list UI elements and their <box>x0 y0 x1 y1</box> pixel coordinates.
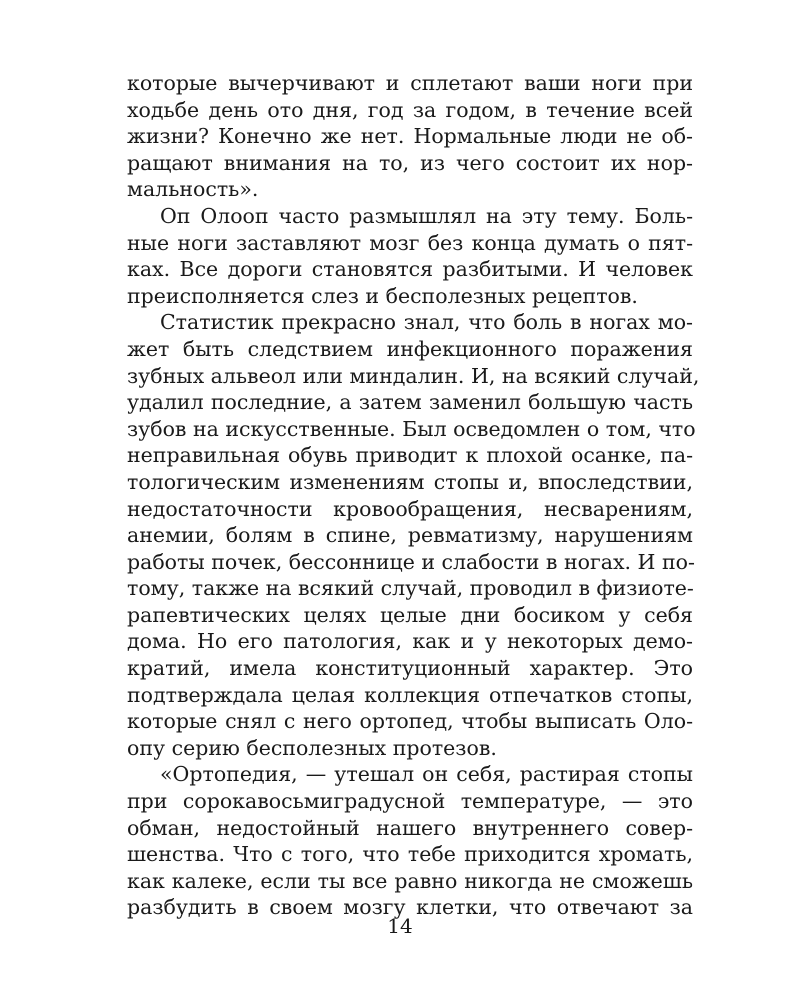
text-line: мальность». <box>127 177 259 202</box>
text-line: зубов на искусственные. Был осведомлен о том, что <box>127 416 696 441</box>
text-line: как калеке, если ты все равно никогда не сможешь <box>127 868 693 893</box>
paragraph-1 <box>127 70 693 203</box>
text-line: ные ноги заставляют мозг без конца думать о пят- <box>127 230 693 255</box>
page-number: 14 <box>387 914 413 938</box>
text-line: жет быть следствием инфекционного поражения <box>127 336 693 361</box>
text-line: недостаточности кровообращения, несварениям, <box>127 496 693 521</box>
text-line: ках. Все дороги становятся разбитыми. И человек <box>127 257 693 282</box>
text-line: анемии, болям в спине, ревматизму, нарушениям <box>127 523 693 548</box>
text-line: ращают внимания на то, из чего состоит их нор- <box>127 150 693 175</box>
text-line: рапевтических целях целые дни босиком у себя <box>127 602 693 627</box>
paragraph-2 <box>127 203 693 309</box>
text-line: шенства. Что с того, что тебе приходится хромать, <box>127 842 693 867</box>
text-line: Оп Олооп часто размышлял на эту тему. Боль- <box>160 203 693 228</box>
text-line: преисполняется слез и бесполезных рецептов. <box>127 283 638 308</box>
text-line: неправильная обувь приводит к плохой осанке, па- <box>127 443 693 468</box>
page-body <box>127 70 700 921</box>
text-line: при сорокавосьмиградусной температуре, — это <box>127 789 693 814</box>
text-line: тому, также на всякий случай, проводил в физиоте- <box>127 576 694 601</box>
text-line: опу серию бесполезных протезов. <box>127 735 497 760</box>
text-line: зубных альвеол или миндалин. И, на всякий случай, <box>127 363 700 388</box>
text-line: работы почек, бессоннице и слабости в ногах. И по- <box>127 549 695 574</box>
text-line: обман, недостойный нашего внутреннего совер- <box>127 815 693 840</box>
text-line: ходьбе день ото дня, год за годом, в течение всей <box>127 97 693 122</box>
text-line: разбудить в своем мозгу клетки, что отвечают за <box>127 895 693 920</box>
paragraph-4 <box>127 761 693 921</box>
text-line: «Ортопедия, — утешал он себя, растирая стопы <box>160 762 693 787</box>
text-line: Статистик прекрасно знал, что боль в ногах мо- <box>160 310 693 335</box>
paragraph-3 <box>127 309 700 761</box>
text-line: удалил последние, а затем заменил большую часть <box>127 390 693 415</box>
text-line: кратий, имела конституционный характер. Это <box>127 656 693 681</box>
text-line: которые снял с него ортопед, чтобы выписать Оло- <box>127 709 693 734</box>
text-line: дома. Но его патология, как и у некоторых демо- <box>127 629 693 654</box>
text-line: жизни? Конечно же нет. Нормальные люди не об- <box>127 124 693 149</box>
text-line: подтверждала целая коллекция отпечатков стопы, <box>127 682 693 707</box>
text-line: которые вычерчивают и сплетают ваши ноги при <box>127 71 693 95</box>
text-line: тологическим изменениям стопы и, впоследствии, <box>127 469 693 494</box>
